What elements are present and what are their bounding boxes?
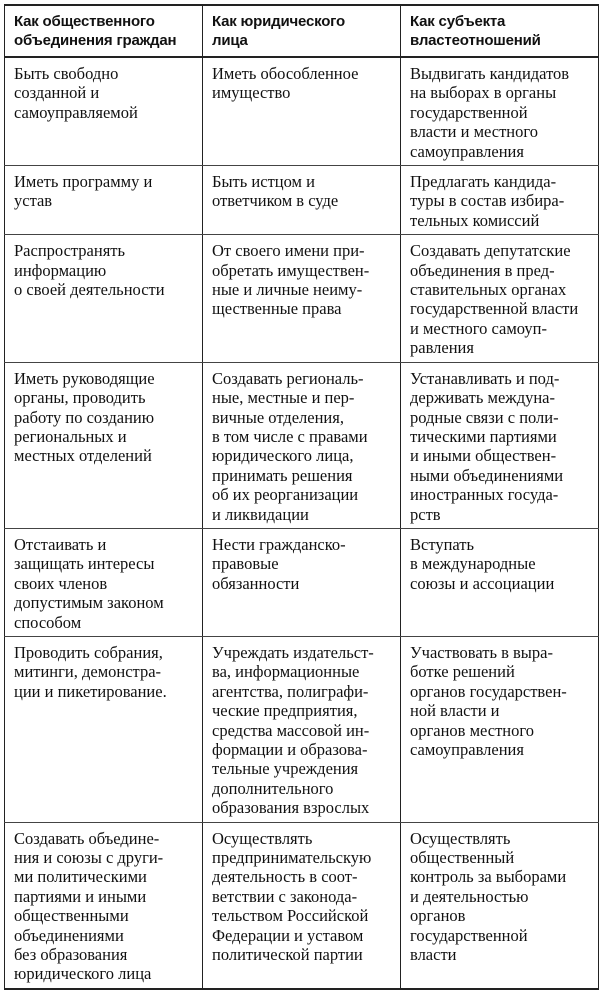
table-cell: Проводить собрания, митинги, демонстра- ции и пикетирование. xyxy=(5,636,203,822)
table-row xyxy=(5,636,599,822)
table-cell: Устанавливать и под- держивать междуна- родные связи с поли- тическими партиями и иными обществен- ными объединениями иностранных госуда- рств xyxy=(401,362,599,528)
table-cell: Быть истцом и ответчиком в суде xyxy=(203,166,401,235)
table-row xyxy=(5,57,599,166)
table-cell: Создавать объедине- ния и союзы с други- ми политическими партиями и иными общественными объединениями без образования юридического лица xyxy=(5,822,203,989)
column-header-legal-entity: Как юридического лица xyxy=(203,5,401,57)
header-row xyxy=(5,5,599,57)
table-row xyxy=(5,235,599,362)
table-cell: Иметь программу и устав xyxy=(5,166,203,235)
table-cell: Быть свободно созданной и самоуправляемой xyxy=(5,57,203,166)
table-cell: Распространять информацию о своей деятельности xyxy=(5,235,203,362)
table-cell: Предлагать кандида- туры в состав избира- тельных комиссий xyxy=(401,166,599,235)
table-cell: Создавать депутатские объединения в пред- ставительных органах государственной власти и местного самоуп- равления xyxy=(401,235,599,362)
table-row xyxy=(5,166,599,235)
table-cell: Создавать региональ- ные, местные и пер- вичные отделения, в том числе с правами юридического лица, принимать решения об их реорганизации и ликвидации xyxy=(203,362,401,528)
table-row xyxy=(5,362,599,528)
table-cell: Вступать в международные союзы и ассоциации xyxy=(401,528,599,636)
table-cell: Нести гражданско- правовые обязанности xyxy=(203,528,401,636)
table-cell: Выдвигать кандидатов на выборах в органы государственной власти и местного самоуправления xyxy=(401,57,599,166)
column-header-public-association: Как общественного объединения граждан xyxy=(5,5,203,57)
table-cell: Учреждать издательст- ва, информационные агентства, полиграфи- ческие предприятия, средства массовой ин- формации и образова- тельные учреждения дополнительного образования взрослых xyxy=(203,636,401,822)
table-cell: Отстаивать и защищать интересы своих членов допустимым законом способом xyxy=(5,528,203,636)
table-cell: Иметь обособленное имущество xyxy=(203,57,401,166)
table-cell: Иметь руководящие органы, проводить работу по созданию региональных и местных отделений xyxy=(5,362,203,528)
column-header-power-relations-subject: Как субъекта властеотношений xyxy=(401,5,599,57)
rights-table xyxy=(4,4,599,990)
table-row xyxy=(5,528,599,636)
table-row xyxy=(5,822,599,989)
table-cell: Осуществлять общественный контроль за выборами и деятельностью органов государственной власти xyxy=(401,822,599,989)
table-cell: Участвовать в выра- ботке решений органов государствен- ной власти и органов местного самоуправления xyxy=(401,636,599,822)
table-cell: От своего имени при- обретать имуществен- ные и личные неиму- щественные права xyxy=(203,235,401,362)
table-cell: Осуществлять предпринимательскую деятельность в соот- ветствии с законода- тельством Российской Федерации и уставом политической партии xyxy=(203,822,401,989)
